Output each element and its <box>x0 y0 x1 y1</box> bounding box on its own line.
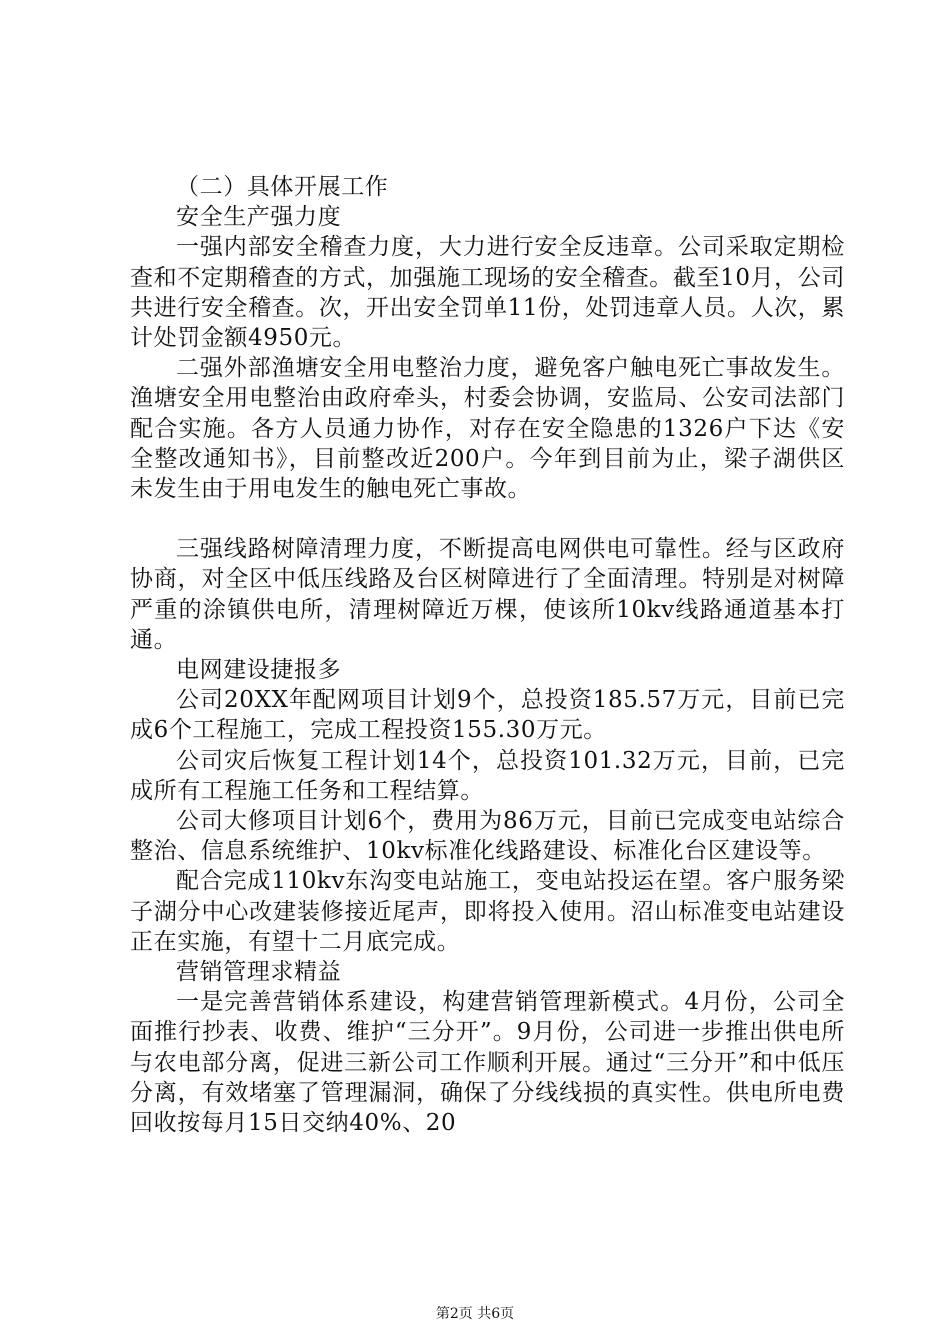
paragraph-gap <box>130 504 845 534</box>
paragraph-safety-inspection: 一强内部安全稽查力度，大力进行安全反违章。公司采取定期检查和不定期稽查的方式，加强施工现场的安全稽查。截至10月，公司共进行安全稽查。次，开出安全罚单11份，处罚违章人员。人次，累计处罚金额4950元。 <box>130 234 845 352</box>
paragraph-fishpond-safety: 二强外部渔塘安全用电整治力度，避免客户触电死亡事故发生。渔塘安全用电整治由政府牵头，村委会协调，安监局、公安司法部门配合实施。各方人员通力协作，对存在安全隐患的1326户下达《安全整改通知书》，目前整改近200户。今年到目前为止，梁子湖供区未发生由于用电发生的触电死亡事故。 <box>130 355 845 503</box>
paragraph-distribution-projects: 公司20XX年配网项目计划9个，总投资185.57万元，目前已完成6个工程施工，完成工程投资155.30万元。 <box>130 687 845 744</box>
paragraph-marketing-system: 一是完善营销体系建设，构建营销管理新模式。4月份，公司全面推行抄表、收费、维护“三分开”。9月份，公司进一步推出供电所与农电部分离，促进三新公司工作顺利开展。通过“三分开”和中低压分离，有效堵塞了管理漏洞，确保了分线线损的真实性。供电所电费回收按每月15日交纳40%、20 <box>130 989 845 1137</box>
subheading-grid-construction: 电网建设捷报多 <box>176 657 342 684</box>
document-body <box>130 172 845 1138</box>
paragraph-substation-construction: 配合完成110kv东沟变电站施工，变电站投运在望。客户服务梁子湖分中心改建装修接近尾声，即将投入使用。沼山标准变电站建设正在实施，有望十二月底完成。 <box>130 868 845 955</box>
page-footer: 第2页 共6页 <box>435 1306 515 1322</box>
subheading-safety: 安全生产强力度 <box>176 204 342 231</box>
paragraph-disaster-recovery: 公司灾后恢复工程计划14个，总投资101.32万元，目前，已完成所有工程施工任务和工程结算。 <box>130 747 845 804</box>
paragraph-overhaul-projects: 公司大修项目计划6个，费用为86万元，目前已完成变电站综合整治、信息系统维护、10kv标准化线路建设、标准化台区建设等。 <box>130 808 845 865</box>
section-heading: （二）具体开展工作 <box>176 174 389 200</box>
paragraph-tree-clearing: 三强线路树障清理力度，不断提高电网供电可靠性。经与区政府协商，对全区中低压线路及台区树障进行了全面清理。特别是对树障严重的涂镇供电所，清理树障近万棵，使该所10kv线路通道基本打通。 <box>130 536 845 653</box>
subheading-marketing: 营销管理求精益 <box>176 959 342 986</box>
